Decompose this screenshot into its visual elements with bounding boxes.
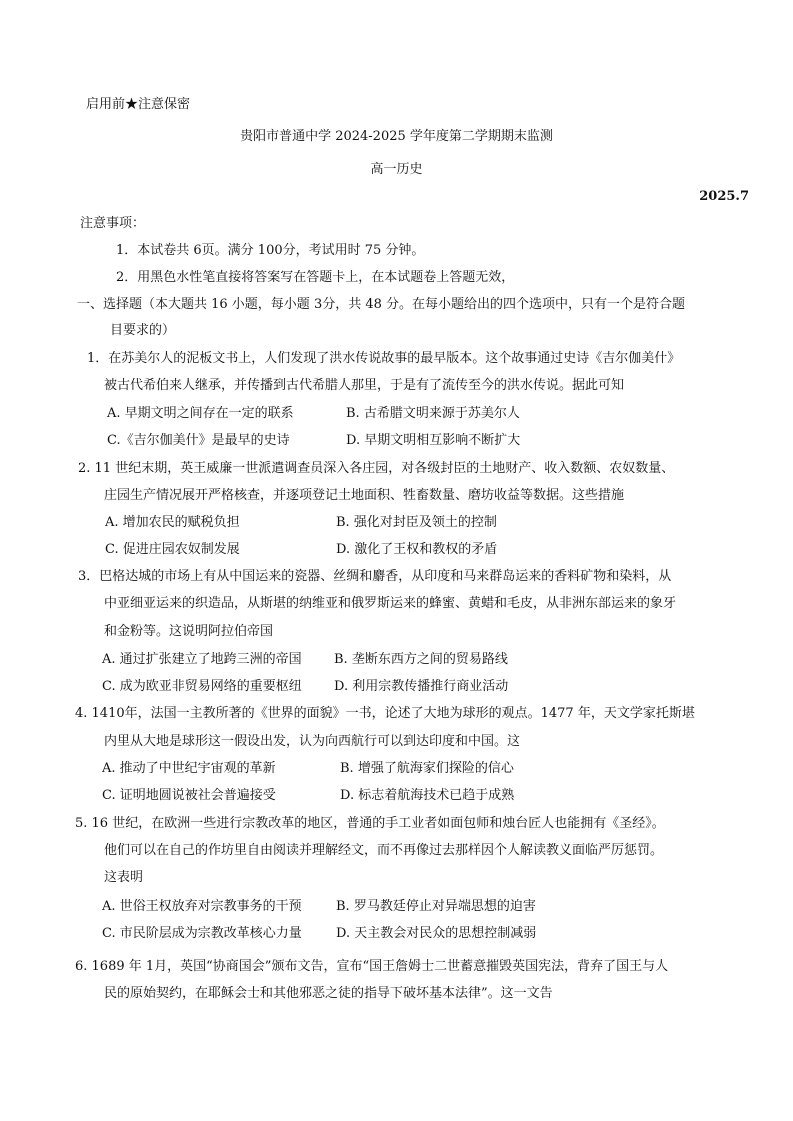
question-3-option-d: D. 利用宗教传播推行商业活动 — [334, 679, 509, 694]
question-3-stem: 3．巴格达城的市场上有从中国运来的瓷器、丝绸和麝香，从印度和马来群岛运来的香料矿物和染料，从 — [78, 569, 672, 584]
question-5-option-b: B. 罗马教廷停止对异端思想的迫害 — [336, 899, 536, 914]
question-1-option-b: B. 古希腊文明来源于苏美尔人 — [346, 406, 520, 421]
question-1-stem-cont: 被古代希伯来人继承，并传播到古代希腊人那里，于是有了流传至今的洪水传说。据此可知 — [104, 378, 625, 393]
confidential-label: 启用前★注意保密 — [86, 97, 191, 112]
question-3-stem-cont: 中亚细亚运来的织造品，从斯堪的纳维亚和俄罗斯运来的蜂蜜、黄蜡和毛皮，从非洲东部运来的象牙 — [104, 596, 677, 611]
question-1-stem: 1．在苏美尔人的泥板文书上，人们发现了洪水传说故事的最早版本。这个故事通过史诗《吉尔伽美什》 — [87, 351, 681, 366]
question-1-option-c: C.《吉尔伽美什》是最早的史诗 — [107, 433, 290, 448]
question-2-stem-cont: 庄园生产情况展开严格核查，并逐项登记土地面积、牲畜数量、磨坊收益等数据。这些措施 — [104, 488, 625, 503]
section-heading: 一、选择题（本大题共 16 小题，每小题 3分，共 48 分。在每小题给出的四个选项中，只有一个是符合题 — [77, 297, 686, 312]
question-1-option-a: A. 早期文明之间存在一定的联系 — [107, 406, 294, 421]
question-3-stem-cont-2: 和金粉等。这说明阿拉伯帝国 — [104, 624, 274, 639]
question-5-stem-cont: 他们可以在自己的作坊里自由阅读并理解经文，而不再像过去那样因个人解读教义面临严厉惩罚。 — [104, 843, 664, 858]
question-5-stem-cont-2: 这表明 — [104, 870, 144, 885]
question-4-stem: 4. 1410年，法国一主教所著的《世界的面貌》一书，论述了大地为球形的观点。1477 年，天文学家托斯堪 — [75, 706, 695, 721]
question-2-option-a: A. 增加农民的赋税负担 — [105, 515, 240, 530]
question-5-stem: 5. 16 世纪，在欧洲一些进行宗教改革的地区，普通的手工业者如面包师和烛台匠人也能拥有《圣经》。 — [75, 816, 665, 831]
question-2-option-c: C. 促进庄园农奴制发展 — [105, 542, 240, 557]
question-3-option-c: C. 成为欧亚非贸易网络的重要枢纽 — [102, 679, 302, 694]
question-4-stem-cont: 内里从大地是球形这一假设出发，认为向西航行可以到达印度和中国。这 — [104, 734, 521, 749]
question-6-stem-cont: 民的原始契约，在耶稣会士和其他邪恶之徒的指导下破坏基本法律”。这一文告 — [104, 986, 553, 1001]
question-2-option-d: D. 激化了王权和教权的矛盾 — [336, 542, 498, 557]
question-4-option-d: D. 标志着航海技术已趋于成熟 — [340, 788, 515, 803]
exam-date: 2025.7 — [699, 189, 749, 204]
section-heading-cont: 目要求的） — [110, 323, 176, 338]
question-5-option-d: D. 天主教会对民众的思想控制减弱 — [336, 926, 537, 941]
question-1-option-d: D. 早期文明相互影响不断扩大 — [346, 433, 521, 448]
question-6-stem: 6. 1689 年 1月，英国“协商国会”颁布文告，宣布“国王詹姆士二世蓄意摧毁英国宪法，背弃了国王与人 — [75, 959, 669, 974]
notice-item-2: 2．用黑色水性笔直接将答案写在答题卡上，在本试题卷上答题无效， — [116, 270, 515, 285]
notice-item-1: 1．本试卷共 6页。满分 100分，考试用时 75 分钟。 — [116, 243, 425, 258]
subject-title: 高一历史 — [370, 162, 423, 177]
exam-title: 贵阳市普通中学 2024-2025 学年度第二学期期末监测 — [240, 129, 553, 144]
question-4-option-b: B. 增强了航海家们探险的信心 — [340, 761, 514, 776]
notice-heading: 注意事项： — [80, 216, 146, 231]
question-3-option-b: B. 垄断东西方之间的贸易路线 — [334, 652, 508, 667]
question-4-option-a: A. 推动了中世纪宇宙观的革新 — [102, 761, 276, 776]
question-2-option-b: B. 强化对封臣及领土的控制 — [336, 515, 497, 530]
question-3-option-a: A. 通过扩张建立了地跨三洲的帝国 — [102, 652, 302, 667]
question-2-stem: 2. 11 世纪末期，英王威廉一世派遣调查员深入各庄园，对各级封臣的土地财产、收入数额、农奴数量、 — [78, 461, 675, 476]
question-4-option-c: C. 证明地圆说被社会普遍接受 — [102, 788, 276, 803]
question-5-option-a: A. 世俗王权放弃对宗教事务的干预 — [102, 899, 302, 914]
question-5-option-c: C. 市民阶层成为宗教改革核心力量 — [102, 926, 302, 941]
